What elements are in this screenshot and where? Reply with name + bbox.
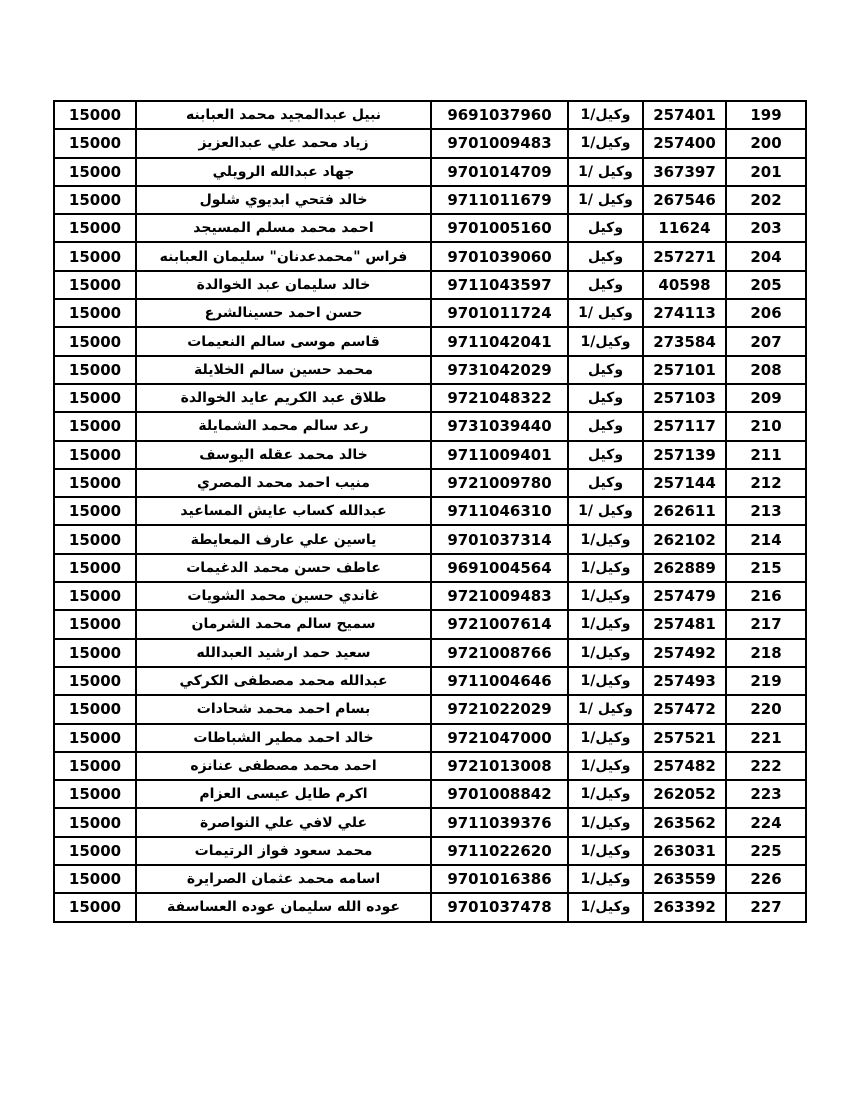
amount-cell: 15000 bbox=[54, 214, 136, 242]
name-cell: قاسم موسى سالم النعيمات bbox=[136, 327, 431, 355]
table-row bbox=[54, 356, 806, 384]
role-cell: وكيل bbox=[568, 356, 643, 384]
sequence-cell: 207 bbox=[726, 327, 806, 355]
role-cell: وكيل bbox=[568, 412, 643, 440]
table-row bbox=[54, 299, 806, 327]
role-cell: وكيل/1 bbox=[568, 101, 643, 129]
role-cell: وكيل/1 bbox=[568, 837, 643, 865]
table-row bbox=[54, 724, 806, 752]
role-cell: وكيل/1 bbox=[568, 610, 643, 638]
table-row bbox=[54, 639, 806, 667]
role-cell: وكيل bbox=[568, 271, 643, 299]
role-cell: وكيل /1 bbox=[568, 299, 643, 327]
code-cell: 257479 bbox=[643, 582, 726, 610]
code-cell: 267546 bbox=[643, 186, 726, 214]
name-cell: حسن احمد حسينالشرع bbox=[136, 299, 431, 327]
amount-cell: 15000 bbox=[54, 780, 136, 808]
personnel-table-body bbox=[54, 101, 806, 922]
code-cell: 257271 bbox=[643, 242, 726, 270]
code-cell: 263559 bbox=[643, 865, 726, 893]
code-cell: 262052 bbox=[643, 780, 726, 808]
table-row bbox=[54, 808, 806, 836]
code-cell: 274113 bbox=[643, 299, 726, 327]
sequence-cell: 220 bbox=[726, 695, 806, 723]
table-row bbox=[54, 271, 806, 299]
name-cell: بسام احمد محمد شحادات bbox=[136, 695, 431, 723]
national-id-cell: 9721009780 bbox=[431, 469, 568, 497]
amount-cell: 15000 bbox=[54, 525, 136, 553]
national-id-cell: 9701005160 bbox=[431, 214, 568, 242]
name-cell: زياد محمد علي عبدالعزيز bbox=[136, 129, 431, 157]
role-cell: وكيل /1 bbox=[568, 158, 643, 186]
sequence-cell: 210 bbox=[726, 412, 806, 440]
sequence-cell: 203 bbox=[726, 214, 806, 242]
amount-cell: 15000 bbox=[54, 356, 136, 384]
national-id-cell: 9711022620 bbox=[431, 837, 568, 865]
role-cell: وكيل bbox=[568, 441, 643, 469]
code-cell: 11624 bbox=[643, 214, 726, 242]
sequence-cell: 205 bbox=[726, 271, 806, 299]
amount-cell: 15000 bbox=[54, 724, 136, 752]
sequence-cell: 226 bbox=[726, 865, 806, 893]
table-row bbox=[54, 441, 806, 469]
national-id-cell: 9711043597 bbox=[431, 271, 568, 299]
amount-cell: 15000 bbox=[54, 441, 136, 469]
code-cell: 263392 bbox=[643, 893, 726, 921]
table-row bbox=[54, 186, 806, 214]
role-cell: وكيل/1 bbox=[568, 808, 643, 836]
amount-cell: 15000 bbox=[54, 695, 136, 723]
name-cell: رعد سالم محمد الشمايلة bbox=[136, 412, 431, 440]
national-id-cell: 9711004646 bbox=[431, 667, 568, 695]
role-cell: وكيل/1 bbox=[568, 752, 643, 780]
national-id-cell: 9701039060 bbox=[431, 242, 568, 270]
role-cell: وكيل/1 bbox=[568, 129, 643, 157]
code-cell: 262889 bbox=[643, 554, 726, 582]
amount-cell: 15000 bbox=[54, 554, 136, 582]
code-cell: 257493 bbox=[643, 667, 726, 695]
sequence-cell: 216 bbox=[726, 582, 806, 610]
sequence-cell: 218 bbox=[726, 639, 806, 667]
amount-cell: 15000 bbox=[54, 327, 136, 355]
name-cell: علي لافي علي النواصرة bbox=[136, 808, 431, 836]
code-cell: 257481 bbox=[643, 610, 726, 638]
table-row bbox=[54, 327, 806, 355]
name-cell: سعيد حمد ارشيد العبدالله bbox=[136, 639, 431, 667]
amount-cell: 15000 bbox=[54, 610, 136, 638]
table-row bbox=[54, 101, 806, 129]
name-cell: سميح سالم محمد الشرمان bbox=[136, 610, 431, 638]
table-row bbox=[54, 837, 806, 865]
amount-cell: 15000 bbox=[54, 752, 136, 780]
amount-cell: 15000 bbox=[54, 271, 136, 299]
amount-cell: 15000 bbox=[54, 667, 136, 695]
role-cell: وكيل/1 bbox=[568, 525, 643, 553]
personnel-table bbox=[53, 100, 807, 923]
role-cell: وكيل /1 bbox=[568, 695, 643, 723]
sequence-cell: 213 bbox=[726, 497, 806, 525]
national-id-cell: 9721047000 bbox=[431, 724, 568, 752]
amount-cell: 15000 bbox=[54, 299, 136, 327]
name-cell: غاندي حسين محمد الشويات bbox=[136, 582, 431, 610]
sequence-cell: 202 bbox=[726, 186, 806, 214]
role-cell: وكيل/1 bbox=[568, 667, 643, 695]
role-cell: وكيل bbox=[568, 469, 643, 497]
sequence-cell: 204 bbox=[726, 242, 806, 270]
sequence-cell: 215 bbox=[726, 554, 806, 582]
name-cell: خالد سليمان عبد الخوالدة bbox=[136, 271, 431, 299]
national-id-cell: 9711046310 bbox=[431, 497, 568, 525]
name-cell: اكرم طايل عيسى العزام bbox=[136, 780, 431, 808]
national-id-cell: 9701009483 bbox=[431, 129, 568, 157]
national-id-cell: 9711042041 bbox=[431, 327, 568, 355]
amount-cell: 15000 bbox=[54, 808, 136, 836]
role-cell: وكيل /1 bbox=[568, 186, 643, 214]
table-row bbox=[54, 242, 806, 270]
amount-cell: 15000 bbox=[54, 837, 136, 865]
sequence-cell: 209 bbox=[726, 384, 806, 412]
name-cell: خالد فتحي ابديوي شلول bbox=[136, 186, 431, 214]
national-id-cell: 9701011724 bbox=[431, 299, 568, 327]
code-cell: 257521 bbox=[643, 724, 726, 752]
sequence-cell: 200 bbox=[726, 129, 806, 157]
code-cell: 367397 bbox=[643, 158, 726, 186]
amount-cell: 15000 bbox=[54, 582, 136, 610]
table-row bbox=[54, 412, 806, 440]
code-cell: 257139 bbox=[643, 441, 726, 469]
sequence-cell: 223 bbox=[726, 780, 806, 808]
role-cell: وكيل /1 bbox=[568, 497, 643, 525]
sequence-cell: 225 bbox=[726, 837, 806, 865]
national-id-cell: 9691004564 bbox=[431, 554, 568, 582]
sequence-cell: 208 bbox=[726, 356, 806, 384]
sequence-cell: 217 bbox=[726, 610, 806, 638]
code-cell: 257117 bbox=[643, 412, 726, 440]
table-row bbox=[54, 129, 806, 157]
sequence-cell: 212 bbox=[726, 469, 806, 497]
name-cell: فراس "محمدعدنان" سليمان العبابنه bbox=[136, 242, 431, 270]
code-cell: 257401 bbox=[643, 101, 726, 129]
national-id-cell: 9711009401 bbox=[431, 441, 568, 469]
table-row bbox=[54, 610, 806, 638]
national-id-cell: 9731039440 bbox=[431, 412, 568, 440]
amount-cell: 15000 bbox=[54, 497, 136, 525]
name-cell: اسامه محمد عثمان الصرايرة bbox=[136, 865, 431, 893]
name-cell: عبدالله محمد مصطفى الكركي bbox=[136, 667, 431, 695]
role-cell: وكيل bbox=[568, 384, 643, 412]
amount-cell: 15000 bbox=[54, 412, 136, 440]
code-cell: 273584 bbox=[643, 327, 726, 355]
table-row bbox=[54, 384, 806, 412]
name-cell: جهاد عبدالله الرويلي bbox=[136, 158, 431, 186]
national-id-cell: 9721022029 bbox=[431, 695, 568, 723]
role-cell: وكيل/1 bbox=[568, 639, 643, 667]
table-row bbox=[54, 780, 806, 808]
amount-cell: 15000 bbox=[54, 101, 136, 129]
table-row bbox=[54, 214, 806, 242]
role-cell: وكيل/1 bbox=[568, 327, 643, 355]
code-cell: 257400 bbox=[643, 129, 726, 157]
role-cell: وكيل/1 bbox=[568, 724, 643, 752]
role-cell: وكيل bbox=[568, 242, 643, 270]
table-row bbox=[54, 752, 806, 780]
sequence-cell: 211 bbox=[726, 441, 806, 469]
table-row bbox=[54, 582, 806, 610]
sequence-cell: 219 bbox=[726, 667, 806, 695]
amount-cell: 15000 bbox=[54, 893, 136, 921]
national-id-cell: 9721008766 bbox=[431, 639, 568, 667]
table-row bbox=[54, 695, 806, 723]
national-id-cell: 9701037478 bbox=[431, 893, 568, 921]
name-cell: محمد سعود فواز الرتيمات bbox=[136, 837, 431, 865]
role-cell: وكيل/1 bbox=[568, 582, 643, 610]
national-id-cell: 9691037960 bbox=[431, 101, 568, 129]
code-cell: 262102 bbox=[643, 525, 726, 553]
sequence-cell: 224 bbox=[726, 808, 806, 836]
name-cell: خالد محمد عقله اليوسف bbox=[136, 441, 431, 469]
sequence-cell: 199 bbox=[726, 101, 806, 129]
national-id-cell: 9701037314 bbox=[431, 525, 568, 553]
name-cell: احمد محمد مسلم المسيجد bbox=[136, 214, 431, 242]
national-id-cell: 9701014709 bbox=[431, 158, 568, 186]
table-row bbox=[54, 469, 806, 497]
national-id-cell: 9721048322 bbox=[431, 384, 568, 412]
sequence-cell: 206 bbox=[726, 299, 806, 327]
table-row bbox=[54, 554, 806, 582]
name-cell: احمد محمد مصطفى عنانزه bbox=[136, 752, 431, 780]
sequence-cell: 227 bbox=[726, 893, 806, 921]
table-row bbox=[54, 158, 806, 186]
name-cell: نبيل عبدالمجيد محمد العبابنه bbox=[136, 101, 431, 129]
code-cell: 263562 bbox=[643, 808, 726, 836]
amount-cell: 15000 bbox=[54, 186, 136, 214]
code-cell: 263031 bbox=[643, 837, 726, 865]
sequence-cell: 214 bbox=[726, 525, 806, 553]
table-row bbox=[54, 667, 806, 695]
name-cell: خالد احمد مطير الشباطات bbox=[136, 724, 431, 752]
table-row bbox=[54, 893, 806, 921]
role-cell: وكيل/1 bbox=[568, 554, 643, 582]
amount-cell: 15000 bbox=[54, 158, 136, 186]
amount-cell: 15000 bbox=[54, 639, 136, 667]
name-cell: ياسين علي عارف المعايطة bbox=[136, 525, 431, 553]
national-id-cell: 9711039376 bbox=[431, 808, 568, 836]
code-cell: 40598 bbox=[643, 271, 726, 299]
code-cell: 257492 bbox=[643, 639, 726, 667]
name-cell: عبدالله كساب عايش المساعيد bbox=[136, 497, 431, 525]
code-cell: 262611 bbox=[643, 497, 726, 525]
amount-cell: 15000 bbox=[54, 469, 136, 497]
table-row bbox=[54, 497, 806, 525]
amount-cell: 15000 bbox=[54, 384, 136, 412]
sequence-cell: 201 bbox=[726, 158, 806, 186]
national-id-cell: 9721009483 bbox=[431, 582, 568, 610]
role-cell: وكيل/1 bbox=[568, 865, 643, 893]
national-id-cell: 9731042029 bbox=[431, 356, 568, 384]
role-cell: وكيل/1 bbox=[568, 893, 643, 921]
name-cell: عوده الله سليمان عوده العساسفة bbox=[136, 893, 431, 921]
name-cell: منيب احمد محمد المصري bbox=[136, 469, 431, 497]
amount-cell: 15000 bbox=[54, 242, 136, 270]
amount-cell: 15000 bbox=[54, 865, 136, 893]
national-id-cell: 9711011679 bbox=[431, 186, 568, 214]
code-cell: 257101 bbox=[643, 356, 726, 384]
amount-cell: 15000 bbox=[54, 129, 136, 157]
national-id-cell: 9721007614 bbox=[431, 610, 568, 638]
code-cell: 257472 bbox=[643, 695, 726, 723]
table-row bbox=[54, 865, 806, 893]
national-id-cell: 9721013008 bbox=[431, 752, 568, 780]
code-cell: 257144 bbox=[643, 469, 726, 497]
national-id-cell: 9701016386 bbox=[431, 865, 568, 893]
code-cell: 257482 bbox=[643, 752, 726, 780]
sequence-cell: 221 bbox=[726, 724, 806, 752]
sequence-cell: 222 bbox=[726, 752, 806, 780]
role-cell: وكيل bbox=[568, 214, 643, 242]
role-cell: وكيل/1 bbox=[568, 780, 643, 808]
name-cell: محمد حسين سالم الخلايلة bbox=[136, 356, 431, 384]
code-cell: 257103 bbox=[643, 384, 726, 412]
table-row bbox=[54, 525, 806, 553]
name-cell: طلاق عبد الكريم عايد الخوالدة bbox=[136, 384, 431, 412]
name-cell: عاطف حسن محمد الدغيمات bbox=[136, 554, 431, 582]
national-id-cell: 9701008842 bbox=[431, 780, 568, 808]
